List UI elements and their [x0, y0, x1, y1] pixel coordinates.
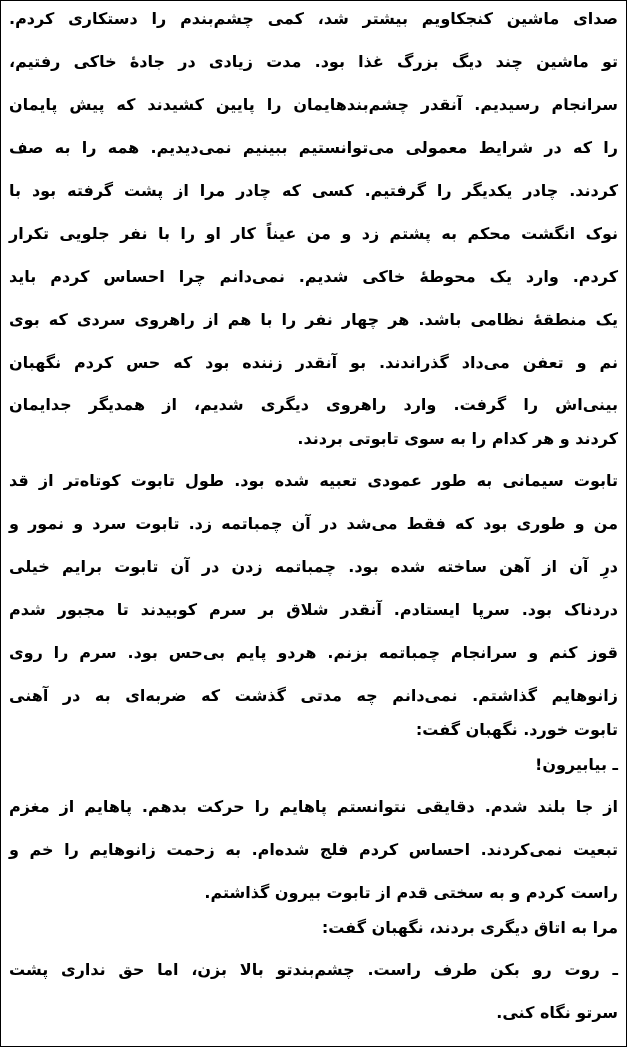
- text-line: نوک انگشت محکم به پشتم زد و من عیناً کار او را با نفر جلویی تکرار: [9, 224, 618, 243]
- text-line: یک منطقهٔ نظامی باشد. هر چهار نفر را با هم از راهروی سردی که بوی: [9, 310, 618, 329]
- text-line: سرتو نگاه کنی.: [496, 1003, 618, 1022]
- text-line: مرا به اتاق دیگری بردند، نگهبان گفت:: [321, 918, 618, 937]
- text-line: ـ روت رو بکن طرف راست. چشم‌بندتو بالا بزن، اما حق نداری پشت: [9, 960, 618, 979]
- text-line: دردناک بود. سرپا ایستادم. آنقدر شلاق بر سرم کوبیدند تا مجبور شدم: [9, 600, 618, 619]
- text-line: نم و تعفن می‌داد گذراندند. بو آنقدر زننده بود که حس کردم نگهبان: [9, 353, 618, 372]
- text-line: راست کردم و به سختی قدم از تابوت بیرون گذاشتم.: [204, 883, 618, 902]
- text-line: تابوت سیمانی به طور عمودی تعبیه شده بود. طول تابوت کوتاه‌تر از قد: [9, 471, 618, 490]
- text-line: درِ آن از آهن ساخته شده بود. چمباتمه زدن در آن تابوت برایم خیلی: [9, 557, 618, 576]
- text-line: صدای ماشین کنجکاویم بیشتر شد، کمی چشم‌بندم را دستکاری کردم.: [9, 9, 618, 28]
- text-line: تابوت خورد. نگهبان گفت:: [415, 720, 618, 739]
- text-line: تو ماشین چند دیگ بزرگ غذا بود. مدت زیادی در جادهٔ خاکی رفتیم،: [9, 52, 618, 71]
- text-line: من و طوری بود که فقط می‌شد در آن چمباتمه زد. تابوت سرد و نمور و: [9, 514, 618, 533]
- text-line: زانوهایم گذاشتم. نمی‌دانم چه مدتی گذشت که ضربه‌ای به در آهنی: [9, 686, 618, 705]
- text-line: کردند. چادر یکدیگر را گرفتیم. کسی که چادر مرا از پشت گرفته بود با: [9, 181, 618, 200]
- text-line: از جا بلند شدم. دقایقی نتوانستم پاهایم را حرکت بدهم. پاهایم از مغزم: [9, 797, 618, 816]
- text-line: تبعیت نمی‌کردند. احساس کردم فلج شده‌ام. به زحمت زانوهایم را خم و: [9, 840, 618, 859]
- text-line: ـ بیابیرون!: [535, 755, 618, 774]
- text-line: کردم. وارد یک محوطهٔ خاکی شدیم. نمی‌دانم چرا احساس کردم باید: [9, 267, 618, 286]
- text-line: را که در شرایط معمولی می‌توانستیم ببینیم نمی‌دیدیم. همه را به صف: [9, 138, 618, 157]
- text-line: کردند و هر کدام را به سوی تابوتی بردند.: [297, 429, 618, 448]
- text-line: قوز کنم و سرانجام چمباتمه بزنم. هردو پایم بی‌حس بود. سرم را روی: [9, 643, 618, 662]
- text-line: سرانجام رسیدیم. آنقدر چشم‌بندهایمان را پایین کشیدند که پیش پایمان: [9, 95, 618, 114]
- text-line: بینی‌اش را گرفت. وارد راهروی دیگری شدیم، از همدیگر جدایمان: [9, 395, 618, 414]
